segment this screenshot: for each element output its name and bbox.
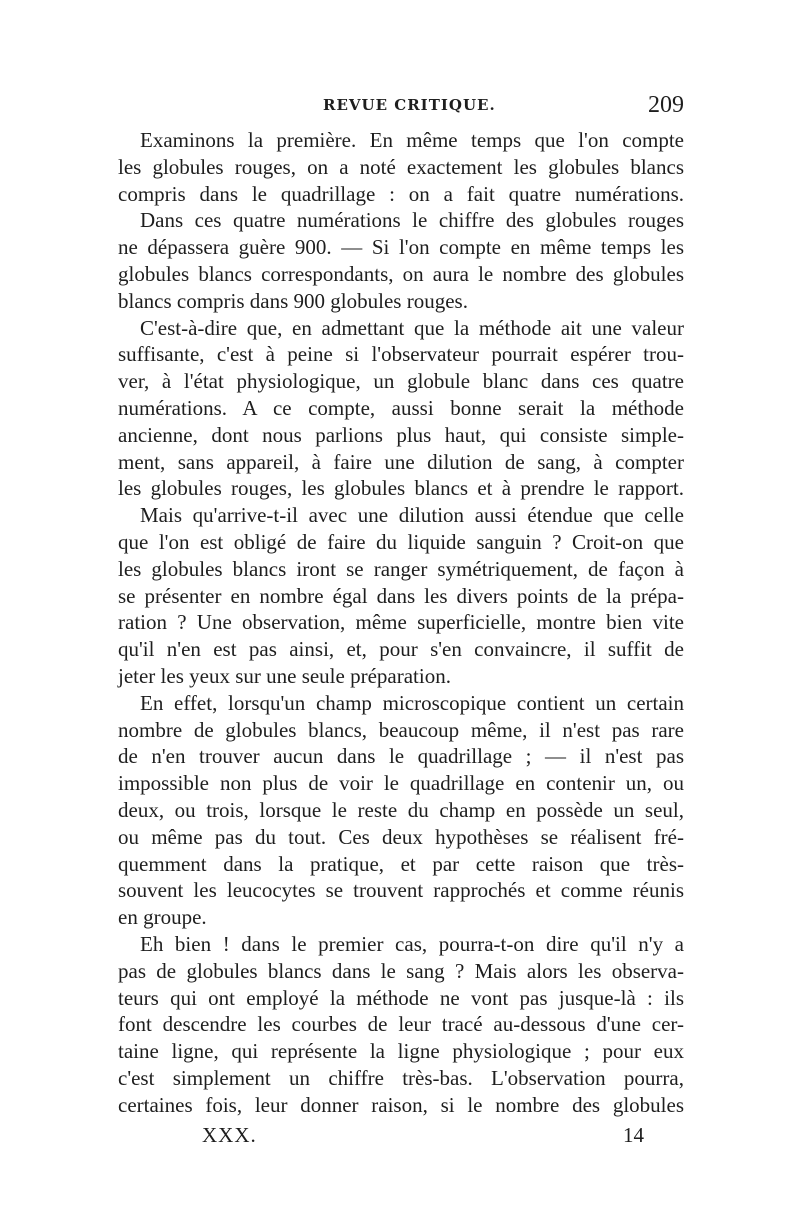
text-line: globules blancs correspondants, on aura le nombre des globules	[118, 261, 684, 286]
text-line: deux, ou trois, lorsque le reste du champ en possède un seul,	[118, 797, 684, 822]
running-head	[118, 92, 684, 122]
text-line: c'est simplement un chiffre très-bas. L'observation pourra,	[118, 1065, 684, 1090]
body-text	[118, 127, 684, 1118]
page-number: 209	[648, 92, 684, 118]
text-line: jeter les yeux sur une seule préparation.	[118, 663, 451, 688]
text-line: compris dans le quadrillage : on a fait quatre numérations.	[118, 181, 684, 206]
text-line: ment, sans appareil, à faire une dilution de sang, à compter	[118, 449, 684, 474]
text-line: teurs qui ont employé la méthode ne vont pas jusque-là : ils	[118, 985, 684, 1010]
text-line: Examinons la première. En même temps que l'on compte	[140, 128, 684, 152]
text-line: En effet, lorsqu'un champ microscopique contient un certain	[140, 690, 684, 715]
running-title: REVUE CRITIQUE.	[323, 96, 496, 114]
text-line: ration ? Une observation, même superficielle, montre bien vite	[118, 610, 684, 635]
text-line: Dans ces quatre numérations le chiffre des globules rouges	[140, 208, 684, 233]
text-line: Mais qu'arrive-t-il avec une dilution aussi étendue que celle	[140, 503, 684, 528]
text-line: blancs compris dans 900 globules rouges.	[118, 288, 468, 313]
text-line: les globules rouges, les globules blancs et à prendre le rapport.	[118, 476, 684, 501]
text-line: certaines fois, leur donner raison, si le nombre des globules	[118, 1092, 684, 1117]
text-line: pas de globules blancs dans le sang ? Mais alors les observa-	[118, 958, 684, 983]
text-line: ne dépassera guère 900. — Si l'on compte en même temps les	[118, 235, 684, 260]
text-line: C'est-à-dire que, en admettant que la méthode ait une valeur	[140, 315, 684, 340]
text-line: suffisante, c'est à peine si l'observateur pourrait espérer trou-	[118, 342, 684, 367]
text-line: taine ligne, qui représente la ligne physiologique ; pour eux	[118, 1039, 684, 1064]
text-line: ou même pas du tout. Ces deux hypothèses se réalisent fré-	[118, 824, 684, 849]
text-line: les globules blancs iront se ranger symétriquement, de façon à	[118, 556, 684, 581]
text-line: numérations. A ce compte, aussi bonne serait la méthode	[118, 395, 684, 420]
page-footer	[118, 1123, 684, 1153]
text-line: que l'on est obligé de faire du liquide sanguin ? Croit-on que	[118, 529, 684, 554]
text-line: souvent les leucocytes se trouvent rapprochés et comme réunis	[118, 878, 684, 903]
text-line: qu'il n'en est pas ainsi, et, pour s'en convaincre, il suffit de	[118, 637, 684, 662]
text-line: de n'en trouver aucun dans le quadrillage ; — il n'est pas	[118, 744, 684, 769]
text-line: se présenter en nombre égal dans les divers points de la prépa-	[118, 583, 684, 608]
text-line: les globules rouges, on a noté exactement les globules blancs	[118, 154, 684, 179]
text-line: impossible non plus de voir le quadrillage en contenir un, ou	[118, 771, 684, 796]
text-line: font descendre les courbes de leur tracé au-dessous d'une cer-	[118, 1012, 684, 1037]
text-line: nombre de globules blancs, beaucoup même, il n'est pas rare	[118, 717, 684, 742]
text-line: en groupe.	[118, 905, 207, 930]
signature-mark: XXX.	[202, 1123, 257, 1147]
text-line: ver, à l'état physiologique, un globule blanc dans ces quatre	[118, 369, 684, 394]
text-line: Eh bien ! dans le premier cas, pourra-t-on dire qu'il n'y a	[140, 931, 684, 956]
text-line: ancienne, dont nous parlions plus haut, qui consiste simple-	[118, 422, 684, 447]
sheet-number: 14	[623, 1123, 644, 1147]
text-line: quemment dans la pratique, et par cette raison que très-	[118, 851, 684, 876]
